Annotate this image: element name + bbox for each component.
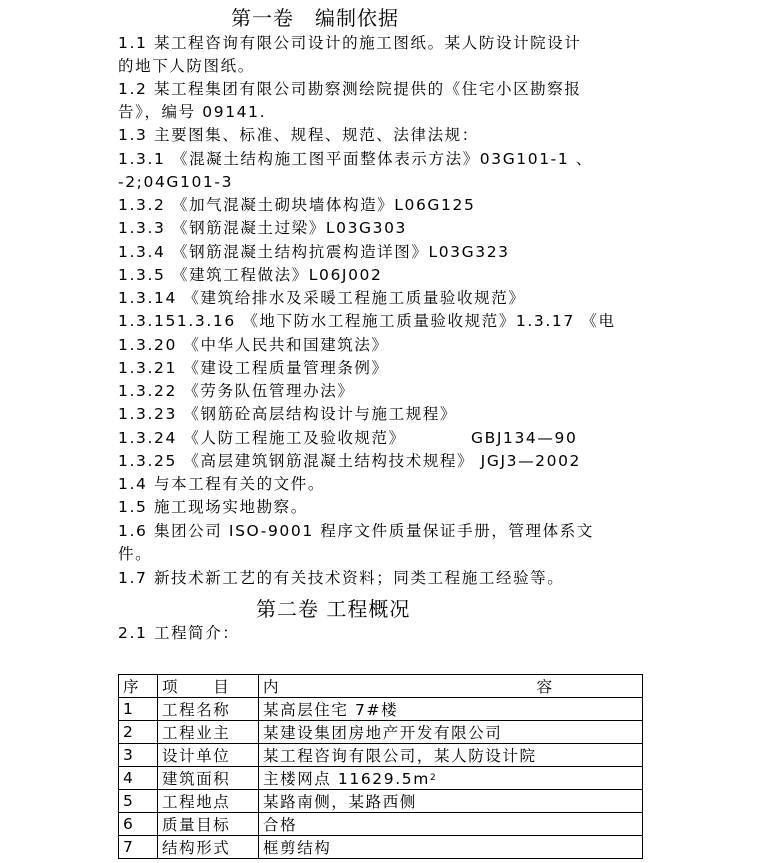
body-line: 1.6 集团公司 ISO-9001 程序文件质量保证手册，管理体系文 xyxy=(118,522,594,540)
cell-text: 工程业主 xyxy=(162,724,231,742)
body-line: 1.1 某工程咨询有限公司设计的施工图纸。某人防设计院设计 xyxy=(118,34,582,52)
body-line: 1.3.2 《加气混凝土砌块墙体构造》L06G125 xyxy=(118,196,476,214)
body-line: 1.3.5 《建筑工程做法》L06J002 xyxy=(118,266,383,284)
body-line: 1.3.23 《钢筋砼高层结构设计与施工规程》 xyxy=(118,405,458,423)
table-cell xyxy=(259,790,643,813)
table-cell xyxy=(259,813,643,836)
body-line: 件。 xyxy=(118,545,153,563)
table-cell xyxy=(119,813,158,836)
section-2-1-heading: 2.1 工程简介： xyxy=(118,624,240,642)
cell-text: 合格 xyxy=(263,816,298,834)
table-cell xyxy=(158,721,259,744)
table-row xyxy=(119,813,643,836)
body-line: 1.5 施工现场实地勘察。 xyxy=(118,498,308,516)
cell-text: 质量目标 xyxy=(162,816,231,834)
cell-text: 结构形式 xyxy=(162,839,231,857)
body-line: 1.3.25 《高层建筑钢筋混凝土结构技术规程》 JGJ3—2002 xyxy=(118,452,582,470)
cell-text: 3 xyxy=(123,746,135,764)
cell-text: 工程名称 xyxy=(162,701,231,719)
table-row xyxy=(119,767,643,790)
cell-text: 某建设集团房地产开发有限公司 xyxy=(263,724,503,742)
table-cell xyxy=(259,767,643,790)
table-cell xyxy=(119,790,158,813)
table-header-row xyxy=(119,675,643,698)
table-cell xyxy=(259,744,643,767)
cell-text: 4 xyxy=(123,769,135,787)
cell-text: 某工程咨询有限公司，某人防设计院 xyxy=(263,747,537,765)
cell-text: 主楼网点 11629.5m xyxy=(263,770,430,788)
table-row xyxy=(119,744,643,767)
body-line: 1.3.3 《钢筋混凝土过梁》L03G303 xyxy=(118,219,408,237)
header-cell: 序 xyxy=(119,675,158,698)
table-cell xyxy=(158,767,259,790)
body-line: 1.3.14 《建筑给排水及采暖工程施工质量验收规范》 xyxy=(118,289,526,307)
cell-text: 7 xyxy=(123,838,135,856)
body-line: 1.3.24 《人防工程施工及验收规范》 GBJ134—90 xyxy=(118,429,578,447)
table-cell xyxy=(259,698,643,721)
area-unit-superscript: 2 xyxy=(429,773,438,783)
cell-text: 设计单位 xyxy=(162,747,231,765)
table-cell xyxy=(158,744,259,767)
volume-1-title: 第一卷 编制依据 xyxy=(231,6,399,30)
body-line: 1.3.21 《建设工程质量管理条例》 xyxy=(118,359,389,377)
table-cell xyxy=(119,721,158,744)
table-cell xyxy=(259,836,643,859)
table-row xyxy=(119,721,643,744)
table-cell xyxy=(158,813,259,836)
body-line: 1.2 某工程集团有限公司勘察测绘院提供的《住宅小区勘察报 xyxy=(118,80,582,98)
table-cell xyxy=(158,698,259,721)
body-line: -2;04G101-3 xyxy=(118,173,234,191)
body-line: 1.3.20 《中华人民共和国建筑法》 xyxy=(118,336,389,354)
table-cell xyxy=(158,790,259,813)
table-cell xyxy=(119,836,158,859)
header-cell: 项 目 xyxy=(158,675,259,698)
header-cell: 内 容 xyxy=(259,675,643,698)
volume-2-title: 第二卷 工程概况 xyxy=(256,597,411,621)
table-cell xyxy=(119,698,158,721)
body-line: 1.3.22 《劳务队伍管理办法》 xyxy=(118,382,355,400)
body-line: 1.3.4 《钢筋混凝土结构抗震构造详图》L03G323 xyxy=(118,243,510,261)
table-row xyxy=(119,790,643,813)
table-row xyxy=(119,836,643,859)
cell-text: 某路南侧，某路西侧 xyxy=(263,793,417,811)
body-line: 1.3.151.3.16 《地下防水工程施工质量验收规范》1.3.17 《电 xyxy=(118,312,616,330)
body-line: 1.3 主要图集、标准、规程、规范、法律法规： xyxy=(118,126,479,144)
body-line: 告》，编号 09141. xyxy=(118,103,267,121)
table-row xyxy=(119,698,643,721)
body-line: 1.7 新技术新工艺的有关技术资料；同类工程施工经验等。 xyxy=(118,569,565,587)
table-cell xyxy=(259,721,643,744)
cell-text: 建筑面积 xyxy=(162,770,231,788)
cell-text: 1 xyxy=(123,700,135,718)
body-line: 1.3.1 《混凝土结构施工图平面整体表示方法》03G101-1 、 xyxy=(118,150,593,168)
body-line: 1.4 与本工程有关的文件。 xyxy=(118,475,325,493)
body-line: 的地下人防图纸。 xyxy=(118,57,255,75)
cell-text: 5 xyxy=(123,792,135,810)
cell-text: 工程地点 xyxy=(162,793,231,811)
table-cell xyxy=(119,744,158,767)
cell-text: 某高层住宅 7#楼 xyxy=(263,701,399,719)
project-overview-table xyxy=(118,674,643,859)
table-cell xyxy=(119,767,158,790)
cell-text: 2 xyxy=(123,723,135,741)
table-cell xyxy=(158,836,259,859)
cell-text: 6 xyxy=(123,815,135,833)
cell-text: 框剪结构 xyxy=(263,839,332,857)
